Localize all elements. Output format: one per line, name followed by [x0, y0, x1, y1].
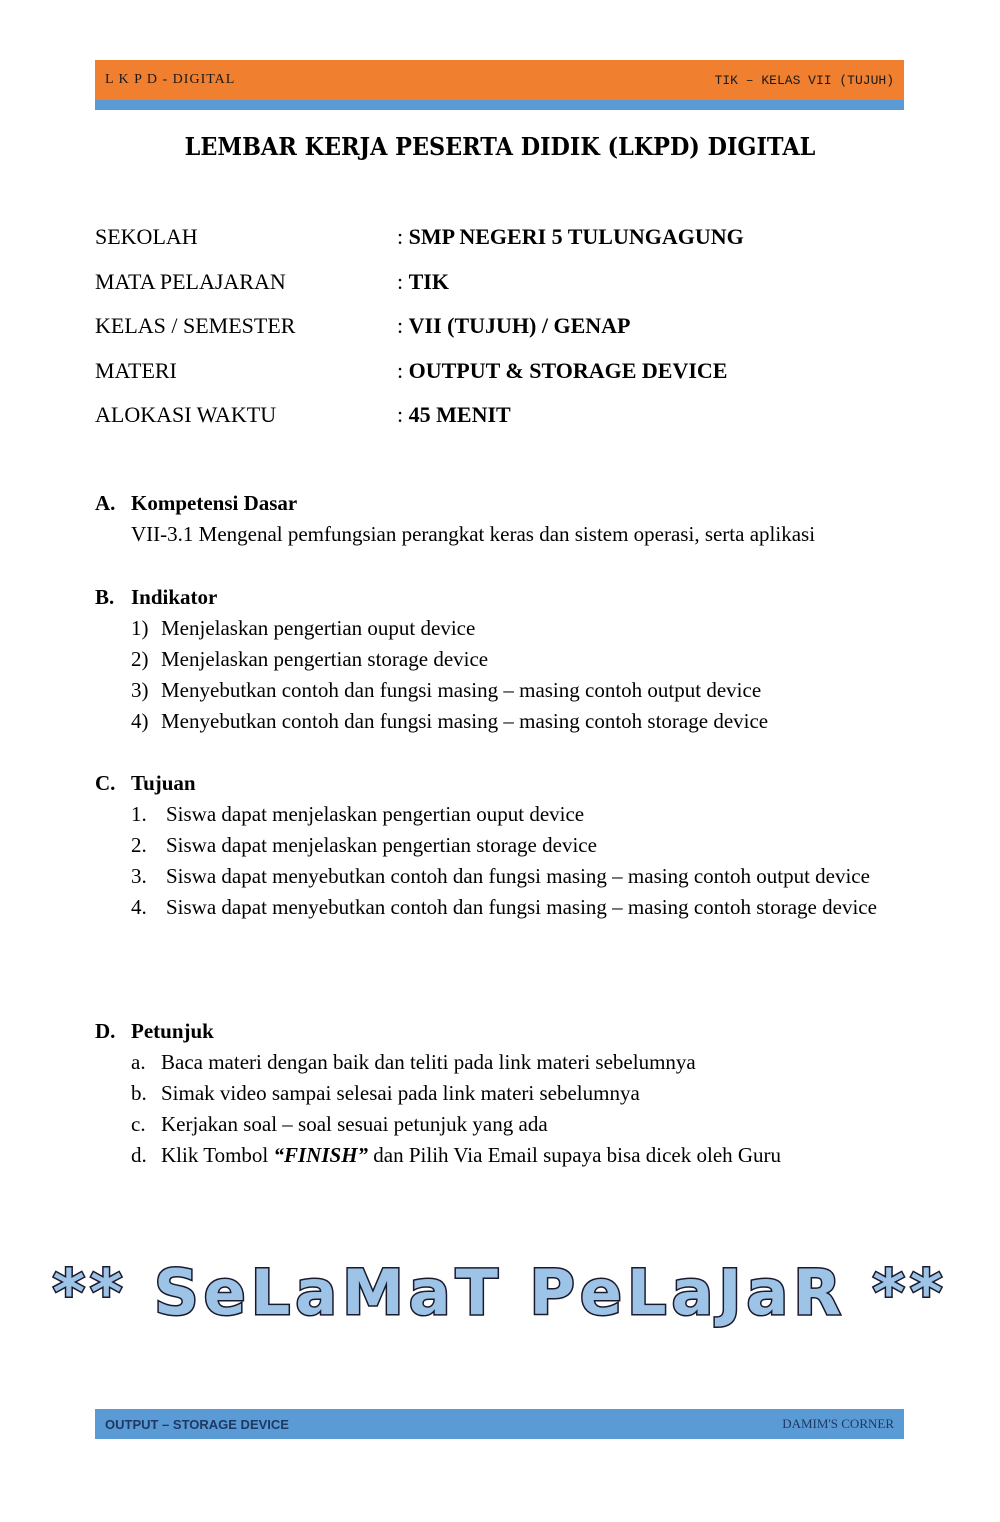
list-item: [95, 644, 904, 675]
item-number: 2.: [131, 833, 147, 857]
selamat-pelajar-banner: [0, 1248, 1000, 1338]
footer-left-text: OUTPUT – STORAGE DEVICE: [105, 1416, 289, 1432]
footer-right-text: DAMIM'S CORNER: [782, 1416, 894, 1431]
section-title: Kompetensi Dasar: [131, 491, 298, 515]
info-label: MATA PELAJARAN: [95, 268, 286, 294]
info-label: ALOKASI WAKTU: [95, 402, 277, 428]
item-text: Menyebutkan contoh dan fungsi masing – masing contoh storage device: [161, 709, 769, 733]
header-bar: [95, 60, 904, 100]
item-text-after: dan Pilih Via Email supaya bisa dicek oleh Guru: [368, 1143, 782, 1167]
section-text: VII-3.1 Mengenal pemfungsian perangkat keras dan sistem operasi, serta aplikasi: [131, 522, 816, 546]
item-number: 4.: [131, 895, 147, 919]
banner-text: ** SeLaMaT PeLaJaR **: [52, 1256, 948, 1329]
section-letter: C.: [95, 771, 116, 795]
header-left-text: L K P D - DIGITAL: [105, 72, 236, 87]
item-number: 4): [131, 709, 149, 733]
page-footer: [95, 1409, 904, 1439]
finish-emphasis: “FINISH”: [273, 1143, 369, 1167]
item-number: b.: [131, 1081, 147, 1105]
item-text: Siswa dapat menjelaskan pengertian storage device: [166, 833, 597, 857]
info-value: SMP NEGERI 5 TULUNGAGUNG: [408, 224, 744, 249]
header-right-text: TIK – KELAS VII (TUJUH): [714, 72, 894, 88]
info-value: VII (TUJUH) / GENAP: [408, 313, 631, 339]
item-text: Simak video sampai selesai pada link materi sebelumnya: [161, 1081, 640, 1105]
item-text: Menyebutkan contoh dan fungsi masing – masing contoh output device: [161, 678, 762, 702]
section-petunjuk: [95, 1016, 904, 1171]
page-header: [95, 60, 904, 110]
list-item: [95, 675, 904, 706]
section-kompetensi-dasar: [95, 488, 904, 550]
banner-graphic: [52, 1248, 948, 1338]
item-number: c.: [131, 1112, 146, 1136]
section-title: Tujuan: [131, 771, 196, 795]
item-number: 1): [131, 616, 149, 640]
item-text: Siswa dapat menyebutkan contoh dan fungsi masing – masing contoh output device: [166, 864, 870, 888]
item-number: 2): [131, 647, 149, 671]
list-item: [95, 1078, 904, 1109]
info-value: TIK: [408, 268, 449, 294]
item-text: Baca materi dengan baik dan teliti pada link materi sebelumnya: [161, 1050, 696, 1074]
list-item: [95, 1140, 904, 1171]
item-text: Menjelaskan pengertian storage device: [161, 647, 489, 671]
item-text: Siswa dapat menyebutkan contoh dan fungsi masing – masing contoh storage device: [166, 895, 877, 919]
info-value: OUTPUT & STORAGE DEVICE: [408, 357, 728, 383]
section-title: Indikator: [131, 585, 218, 609]
item-text: Siswa dapat menjelaskan pengertian ouput device: [166, 802, 585, 826]
section-title: Petunjuk: [131, 1019, 214, 1043]
section-letter: B.: [95, 585, 115, 609]
list-item: [95, 861, 904, 892]
item-text-before: Klik Tombol: [161, 1143, 274, 1167]
item-text: Menjelaskan pengertian ouput device: [161, 616, 476, 640]
item-number: 1.: [131, 802, 147, 826]
list-item: [95, 1109, 904, 1140]
list-item: [95, 706, 904, 737]
section-tujuan: [95, 768, 904, 923]
info-label: SEKOLAH: [95, 224, 198, 249]
list-item: [95, 830, 904, 861]
list-item: [95, 799, 904, 830]
item-number: 3): [131, 678, 149, 702]
header-accent-strip: [95, 100, 904, 110]
list-item: [95, 1047, 904, 1078]
item-number: a.: [131, 1050, 146, 1074]
section-indikator: [95, 582, 904, 737]
list-item: [95, 613, 904, 644]
list-item: [95, 892, 904, 923]
item-text: [95, 1140, 904, 1171]
info-value: 45 MENIT: [408, 402, 511, 428]
item-number: d.: [131, 1143, 147, 1167]
info-label: KELAS / SEMESTER: [95, 313, 296, 339]
item-number: 3.: [131, 864, 147, 888]
item-text: Kerjakan soal – soal sesuai petunjuk yang ada: [161, 1112, 548, 1136]
section-letter: A.: [95, 491, 116, 515]
page-title: LEMBAR KERJA PESERTA DIDIK (LKPD) DIGITAL: [184, 132, 816, 161]
info-label: MATERI: [95, 357, 177, 383]
section-letter: D.: [95, 1019, 116, 1043]
